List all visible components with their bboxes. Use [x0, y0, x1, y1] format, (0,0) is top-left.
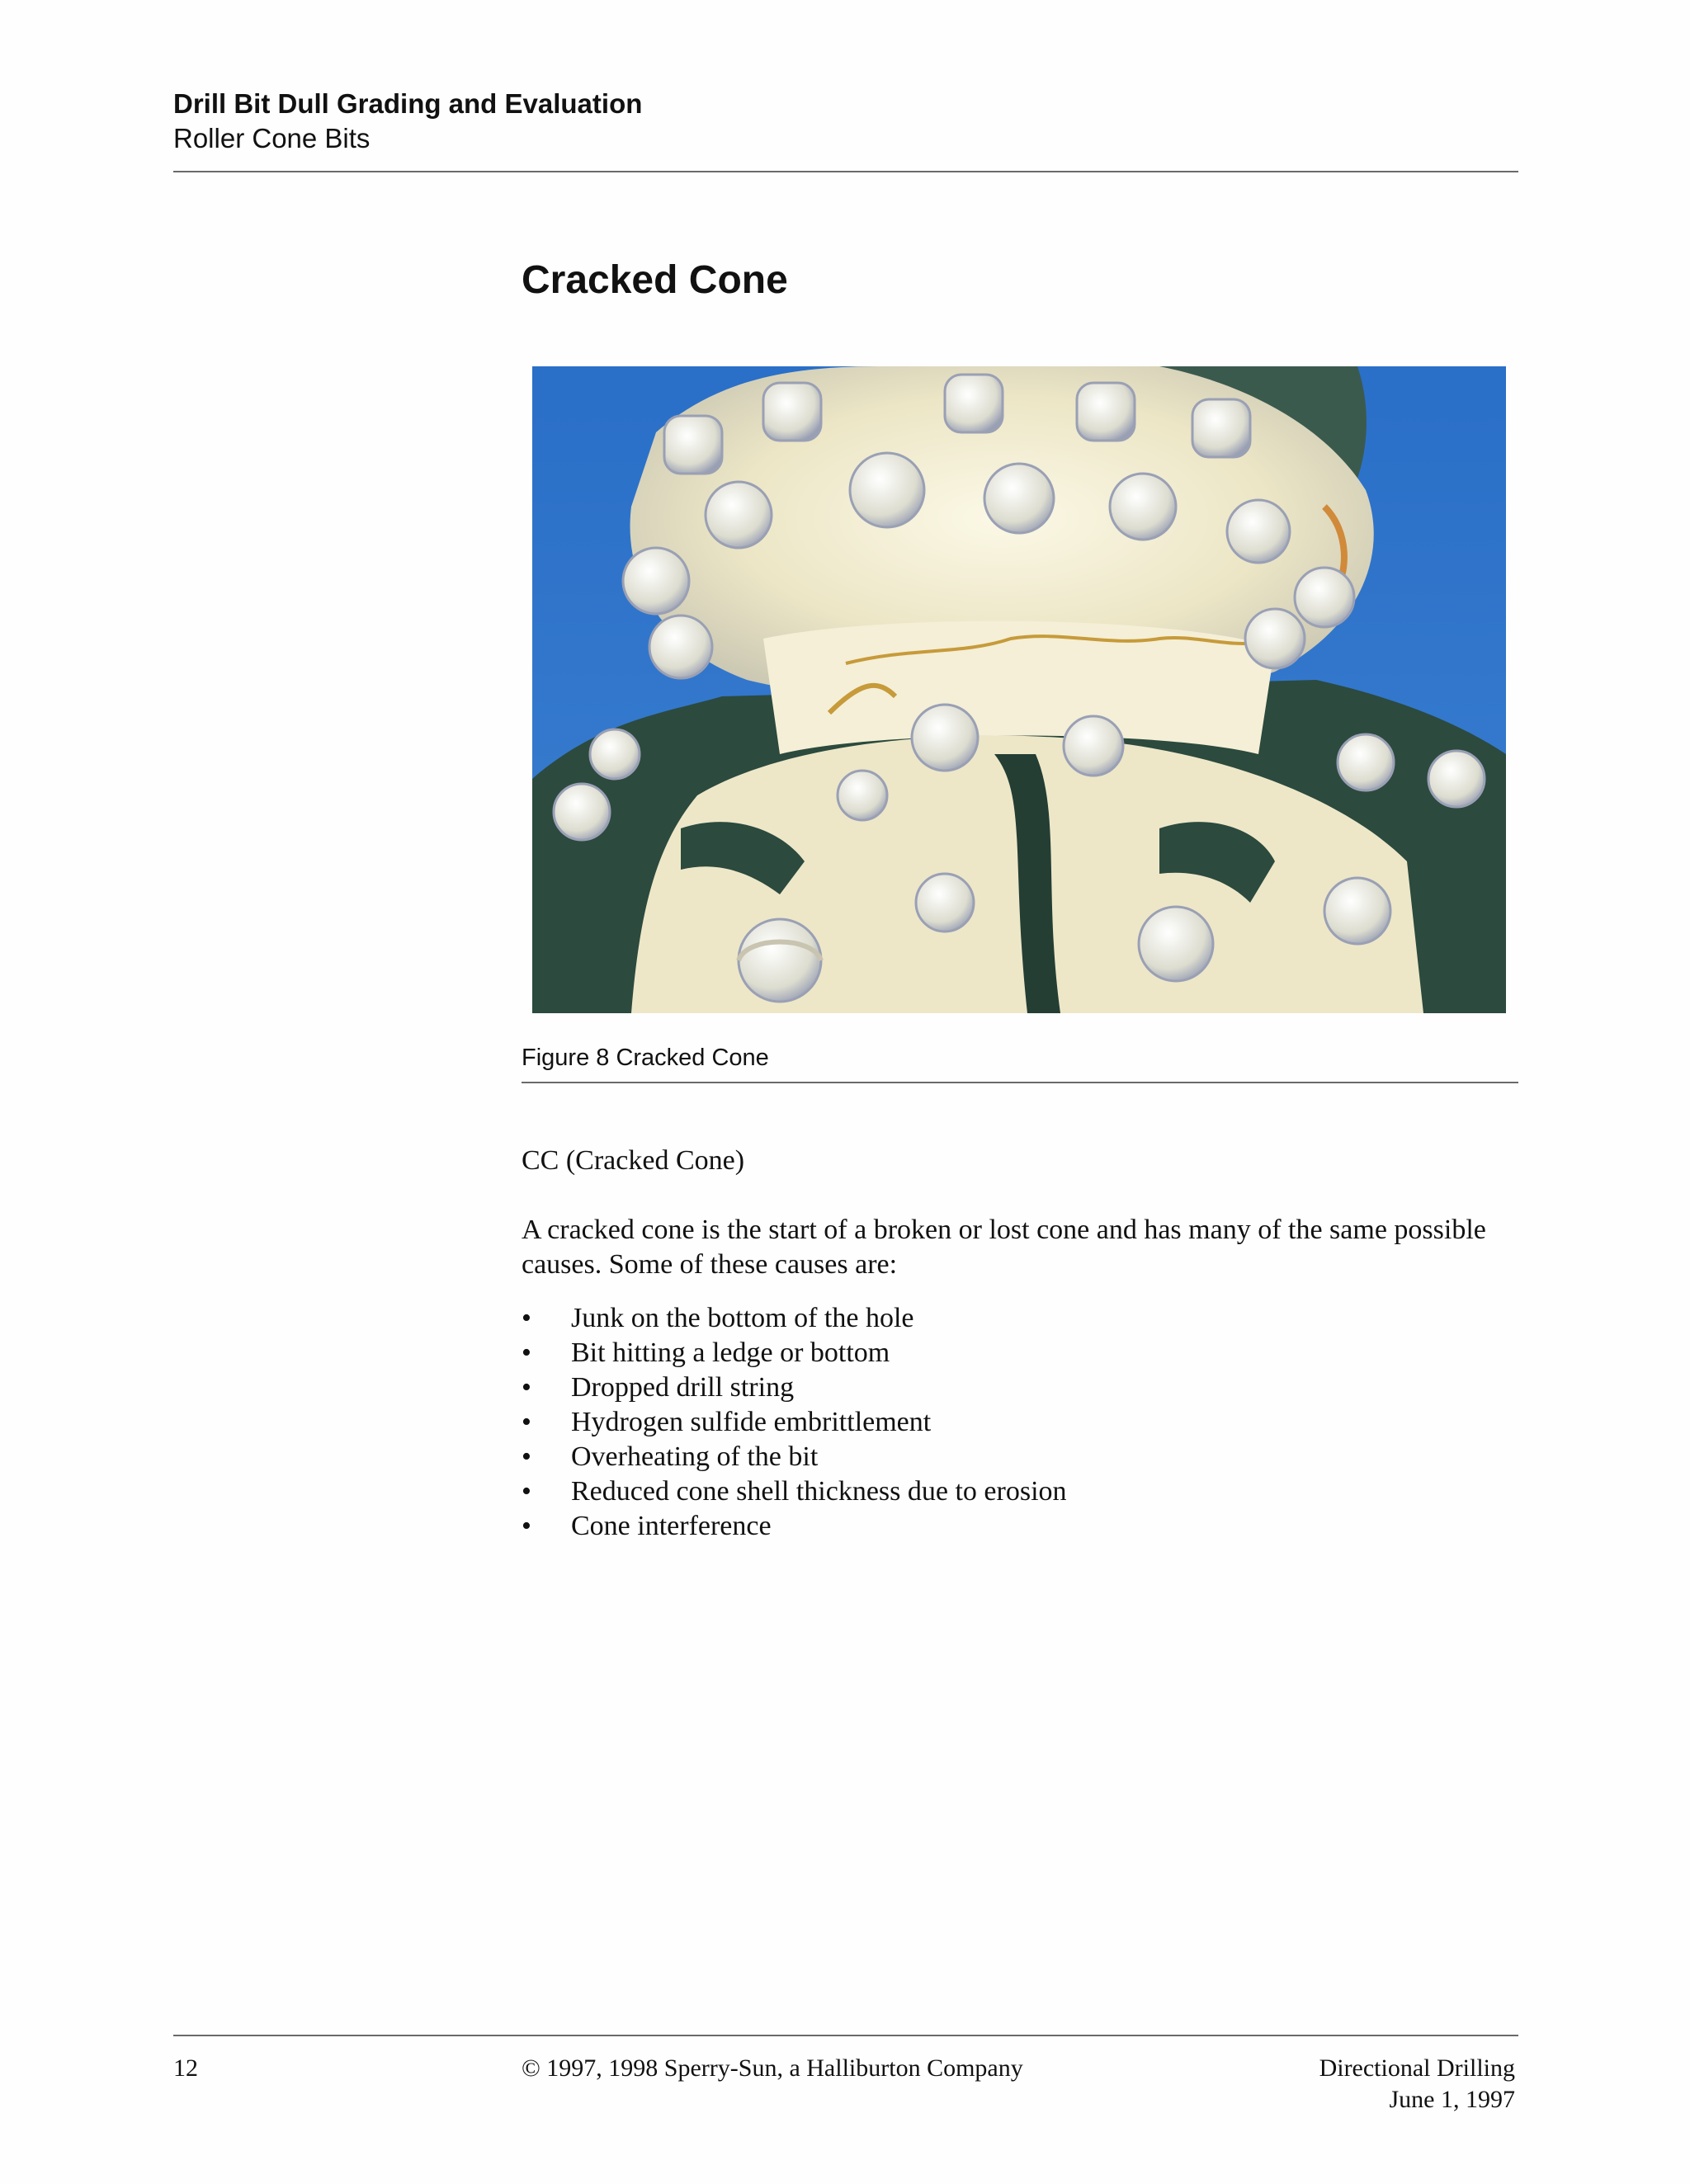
footer-rule	[173, 2035, 1518, 2036]
publication-date: June 1, 1997	[1389, 2086, 1515, 2113]
cause-text: Hydrogen sulfide embrittlement	[571, 1407, 932, 1437]
list-item	[522, 1370, 1067, 1405]
bullet-icon: •	[522, 1407, 531, 1437]
list-item	[522, 1474, 1067, 1509]
document-title: Drill Bit Dull Grading and Evaluation	[173, 88, 643, 119]
bullet-icon: •	[522, 1337, 531, 1368]
list-item	[522, 1301, 1067, 1336]
cracked-cone-photo	[532, 366, 1506, 1013]
manual-title: Directional Drilling	[1319, 2054, 1515, 2082]
footer-manual-info	[1319, 2053, 1515, 2116]
bullet-icon: •	[522, 1476, 531, 1507]
bullet-icon: •	[522, 1511, 531, 1541]
header-rule	[173, 171, 1518, 172]
cause-text: Overheating of the bit	[571, 1441, 819, 1472]
bullet-icon: •	[522, 1303, 531, 1333]
caption-rule	[522, 1082, 1518, 1083]
bullet-icon: •	[522, 1441, 531, 1472]
list-item	[522, 1336, 1067, 1370]
cause-text: Junk on the bottom of the hole	[571, 1303, 914, 1333]
list-item	[522, 1440, 1067, 1474]
bullet-icon: •	[522, 1372, 531, 1403]
running-header	[173, 87, 1518, 156]
cracked-cone-illustration	[532, 366, 1506, 1013]
dull-code-label: CC (Cracked Cone)	[522, 1145, 745, 1176]
causes-list	[522, 1301, 1067, 1544]
figure-caption: Figure 8 Cracked Cone	[522, 1045, 769, 1071]
list-item	[522, 1509, 1067, 1544]
copyright-notice: © 1997, 1998 Sperry-Sun, a Halliburton Company	[522, 2054, 1023, 2082]
intro-paragraph: A cracked cone is the start of a broken or lost cone and has many of the same possible causes. Some of these causes are:	[522, 1215, 1486, 1280]
document-subtitle: Roller Cone Bits	[173, 123, 371, 153]
page-number: 12	[173, 2054, 198, 2082]
cause-text: Cone interference	[571, 1511, 772, 1541]
cause-text: Bit hitting a ledge or bottom	[571, 1337, 890, 1368]
cause-text: Reduced cone shell thickness due to erosion	[571, 1476, 1067, 1507]
cause-text: Dropped drill string	[571, 1372, 795, 1403]
section-heading: Cracked Cone	[522, 258, 788, 302]
list-item	[522, 1405, 1067, 1440]
